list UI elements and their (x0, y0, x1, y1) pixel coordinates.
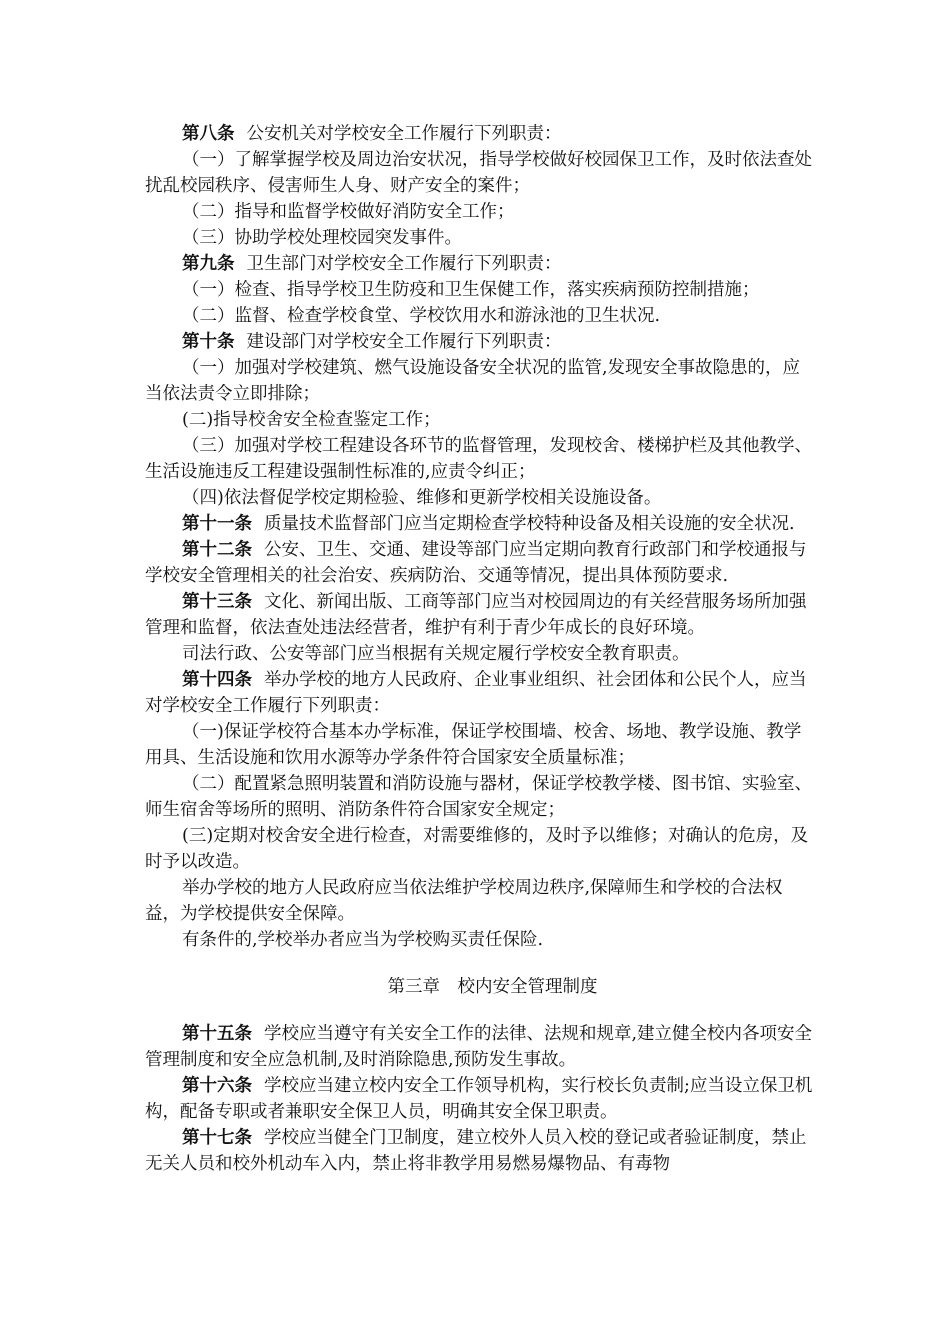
document-page (145, 121, 815, 1177)
clause-paragraph: 有条件的,学校举办者应当为学校购买责任保险. (182, 930, 544, 950)
clause-paragraph: （三）加强对学校工程建设各环节的监督管理，发现校舍、楼梯护栏及其他教学、生活设施违反工程建设强制性标准的,应责令纠正； (145, 436, 812, 482)
article-text: 卫生部门对学校安全工作履行下列职责： (246, 254, 562, 274)
clause-paragraph: （一）了解掌握学校及周边治安状况，指导学校做好校园保卫工作，及时依法查处扰乱校园秩序、侵害师生人身、财产安全的案件； (145, 150, 812, 196)
article-number: 第十六条 (182, 1076, 252, 1096)
article-paragraph (145, 251, 815, 277)
article-number: 第十五条 (182, 1024, 252, 1044)
article-number: 第十二条 (182, 540, 252, 560)
article-text: 学校应当健全门卫制度，建立校外人员入校的登记或者验证制度，禁止无关人员和校外机动车入内，禁止将非教学用易燃易爆物品、有毒物 (145, 1128, 807, 1174)
article-text: 建设部门对学校安全工作履行下列职责： (246, 332, 562, 352)
clause-paragraph: （二）配置紧急照明装置和消防设施与器材，保证学校教学楼、图书馆、实验室、师生宿舍等场所的照明、消防条件符合国家安全规定； (145, 774, 812, 820)
article-text: 质量技术监督部门应当定期检查学校特种设备及相关设施的安全状况. (264, 514, 795, 534)
clause-paragraph: （三）协助学校处理校园突发事件。 (182, 228, 462, 248)
article-paragraph (145, 511, 815, 537)
article-number: 第十七条 (182, 1128, 252, 1148)
article-number: 第十四条 (182, 670, 252, 690)
article-paragraph (145, 1021, 815, 1073)
article-text: 文化、新闻出版、工商等部门应当对校园周边的有关经营服务场所加强管理和监督，依法查处违法经营者，维护有利于青少年成长的良好环境。 (145, 592, 807, 638)
article-number: 第十条 (182, 332, 235, 352)
article-paragraph (145, 667, 815, 719)
article-paragraph (145, 1073, 815, 1125)
clause-paragraph: （二）指导和监督学校做好消防安全工作； (182, 202, 515, 222)
article-paragraph (145, 589, 815, 641)
article-number: 第八条 (182, 124, 235, 144)
article-text: 举办学校的地方人民政府、企业事业组织、社会团体和公民个人，应当对学校安全工作履行下列职责： (145, 670, 807, 716)
clause-paragraph: (二)指导校舍安全检查鉴定工作； (182, 410, 441, 430)
clause-paragraph: （四)依法督促学校定期检验、维修和更新学校相关设施设备。 (182, 488, 662, 508)
article-number: 第十三条 (182, 592, 252, 612)
article-text: 学校应当遵守有关安全工作的法律、法规和规章,建立健全校内各项安全管理制度和安全应急机制,及时消除隐患,预防发生事故。 (145, 1024, 813, 1070)
clause-paragraph: （一)保证学校符合基本办学标准，保证学校围墙、校舍、场地、教学设施、教学用具、生活设施和饮用水源等办学条件符合国家安全质量标准； (145, 722, 802, 768)
clause-paragraph: （一）加强对学校建筑、燃气设施设备安全状况的监管,发现安全事故隐患的，应当依法责令立即排除； (145, 358, 801, 404)
article-number: 第十一条 (182, 514, 252, 534)
article-text: 公安、卫生、交通、建设等部门应当定期向教育行政部门和学校通报与学校安全管理相关的社会治安、疾病防治、交通等情况，提出具体预防要求. (145, 540, 807, 586)
article-paragraph (145, 121, 815, 147)
clause-paragraph: （二）监督、检查学校食堂、学校饮用水和游泳池的卫生状况. (182, 306, 661, 326)
article-paragraph (145, 329, 815, 355)
clause-paragraph: (三)定期对校舍安全进行检查，对需要维修的，及时予以维修；对确认的危房，及时予以改造。 (145, 826, 809, 872)
article-text: 公安机关对学校安全工作履行下列职责： (246, 124, 562, 144)
chapter-heading: 第三章 校内安全管理制度 (387, 977, 598, 997)
clause-paragraph: 举办学校的地方人民政府应当依法维护学校周边秩序,保障师生和学校的合法权益，为学校提供安全保障。 (145, 878, 783, 924)
article-text: 学校应当建立校内安全工作领导机构，实行校长负责制;应当设立保卫机构，配备专职或者兼职安全保卫人员，明确其安全保卫职责。 (145, 1076, 813, 1122)
article-paragraph (145, 1125, 815, 1177)
article-paragraph (145, 537, 815, 589)
clause-paragraph: （一）检查、指导学校卫生防疫和卫生保健工作，落实疾病预防控制措施； (182, 280, 760, 300)
clause-paragraph: 司法行政、公安等部门应当根据有关规定履行学校安全教育职责。 (182, 644, 690, 664)
article-number: 第九条 (182, 254, 235, 274)
